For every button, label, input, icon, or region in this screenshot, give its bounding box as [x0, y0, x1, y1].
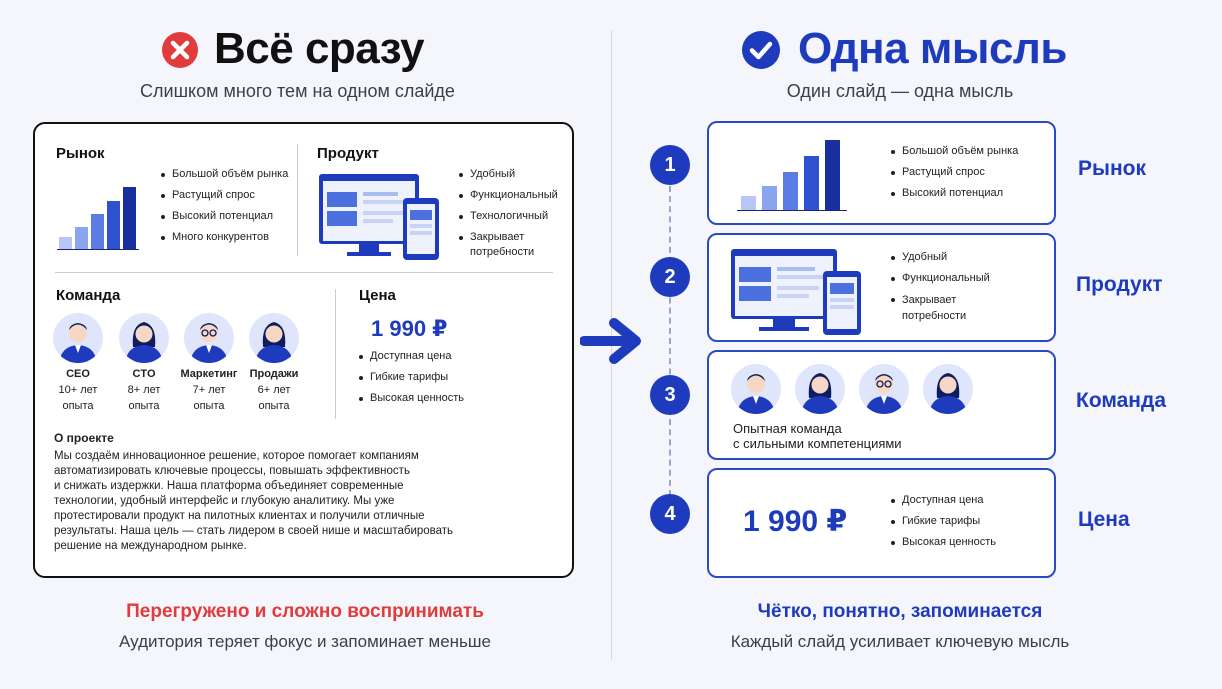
list-item: Удобный [891, 247, 1031, 268]
list-item: Растущий спрос [891, 162, 1051, 183]
chart-bar [107, 201, 120, 249]
member-sales: Продажи 6+ лет опыта [249, 368, 299, 412]
chart-bar [825, 140, 840, 210]
price-heading: Цена [359, 287, 396, 304]
list-item: Высокий потенциал [161, 206, 301, 227]
list-item: Высокий потенциал [891, 183, 1051, 204]
overloaded-slide [33, 122, 574, 578]
price-value: 1 990 ₽ [371, 316, 448, 341]
market-bar-chart [737, 137, 847, 211]
devices-icon [315, 172, 445, 262]
left-header [160, 24, 440, 76]
step-label-price: Цена [1078, 508, 1130, 531]
arrow-right-icon [580, 316, 646, 366]
chart-bar [741, 196, 756, 210]
market-bullets [161, 164, 301, 248]
market-heading: Рынок [56, 145, 105, 162]
avatar-sales [249, 313, 299, 363]
right-header [740, 24, 1080, 76]
step-number-4: 4 [650, 494, 690, 534]
left-subtitle: Слишком много тем на одном слайде [140, 81, 455, 101]
list-item: Функциональный [891, 268, 1031, 289]
member-cto: CTO 8+ лет опыта [127, 368, 161, 412]
list-item: Большой объём рынка [891, 141, 1051, 162]
chart-bar [783, 172, 798, 210]
list-item: Закрывает потребности [891, 289, 1001, 324]
left-title: Всё сразу [214, 24, 425, 73]
member-ceo: CEO 10+ лет опыта [58, 368, 98, 412]
left-verdict-sub: Аудитория теряет фокус и запоминает меньше [119, 632, 491, 651]
list-item: Удобный [459, 164, 569, 185]
price-bullets [891, 490, 1041, 553]
horizontal-divider [55, 272, 553, 273]
vertical-divider [297, 144, 298, 256]
right-verdict-sub: Каждый слайд усиливает ключевую мысль [730, 632, 1070, 651]
list-item: Высокая ценность [891, 532, 1041, 553]
list-item: Функциональный [459, 185, 569, 206]
about-text: Мы создаём инновационное решение, которое помогает компаниям автоматизировать ключевые процессы, повышать эффективность и снижать издержки. Наша платформа объединяет современные технологии, удобный интерфейс и глубокую аналитику. Мы уже протестировали продукт на пилотных клиентах и получили отличные результаты. Наша цель — стать лидером в своей нише и масштабировать решение на международном рынке. [54, 450, 454, 552]
avatar [731, 364, 781, 414]
chart-bar [804, 156, 819, 210]
avatar-ceo [53, 313, 103, 363]
list-item: Высокая ценность [359, 388, 499, 409]
check-circle-icon [742, 31, 780, 69]
price-value: 1 990 ₽ [743, 505, 848, 538]
avatar [795, 364, 845, 414]
list-item: Гибкие тарифы [891, 511, 1041, 532]
step-card-market [707, 121, 1056, 225]
chart-bar [762, 186, 777, 210]
step-label-team: Команда [1076, 389, 1166, 412]
list-item: Растущий спрос [161, 185, 301, 206]
team-heading: Команда [56, 287, 121, 304]
list-item: Гибкие тарифы [359, 367, 499, 388]
chart-bar [59, 237, 72, 249]
member-marketing: Маркетинг 7+ лет опыта [180, 368, 238, 412]
price-bullets [359, 346, 499, 409]
step-number-1: 1 [650, 145, 690, 185]
list-item: Доступная цена [359, 346, 499, 367]
timeline-connector [669, 186, 671, 496]
about-heading: О проекте [54, 431, 114, 445]
chart-bar [123, 187, 136, 249]
product-heading: Продукт [317, 145, 379, 162]
team-caption: Опытная команда с сильными компетенциями [733, 421, 902, 451]
step-label-market: Рынок [1078, 157, 1146, 180]
list-item: Большой объём рынка [161, 164, 301, 185]
step-card-team [707, 350, 1056, 460]
product-bullets [459, 164, 569, 260]
avatar [923, 364, 973, 414]
devices-icon [729, 247, 864, 337]
step-number-3: 3 [650, 375, 690, 415]
step-label-product: Продукт [1076, 273, 1163, 296]
product-bullets [891, 247, 1031, 324]
market-bullets [891, 141, 1051, 204]
avatar-cto [119, 313, 169, 363]
step-card-price [707, 468, 1056, 578]
list-item: Много конкурентов [161, 227, 301, 248]
vertical-divider [335, 289, 336, 419]
right-title: Одна мысль [798, 24, 1067, 73]
list-item: Технологичный [459, 206, 569, 227]
avatar [859, 364, 909, 414]
x-circle-icon [162, 32, 198, 68]
left-verdict: Перегружено и сложно воспринимать [126, 601, 484, 622]
market-bar-chart [57, 180, 139, 250]
step-card-product [707, 233, 1056, 342]
list-item: Закрывает потребности [459, 227, 569, 260]
step-number-2: 2 [650, 257, 690, 297]
right-verdict: Чётко, понятно, запоминается [757, 601, 1043, 622]
chart-bar [91, 214, 104, 249]
right-subtitle: Один слайд — одна мысль [786, 81, 1014, 101]
avatar-marketing [184, 313, 234, 363]
list-item: Доступная цена [891, 490, 1041, 511]
chart-bar [75, 227, 88, 249]
